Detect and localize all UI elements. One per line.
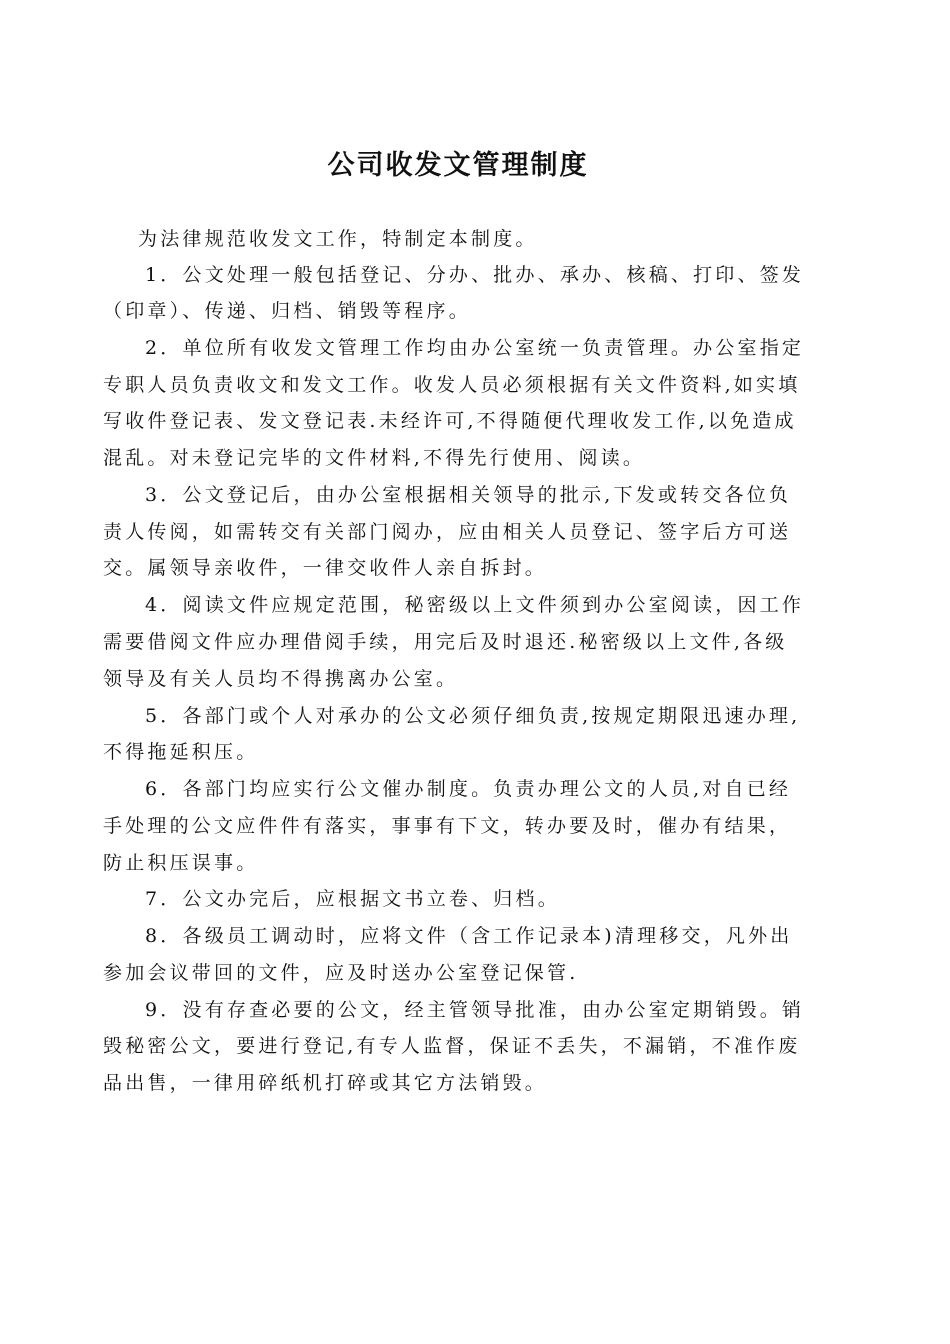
clause-3-line-2: 责人传阅，如需转交有关部门阅办，应由相关人员登记、签字后方可送 bbox=[103, 521, 792, 543]
clause-2-line-3: 写收件登记表、发文登记表.未经许可,不得随便代理收发工作,以免造成 bbox=[103, 410, 797, 432]
clause-5-line-2: 不得拖延积压。 bbox=[103, 741, 259, 763]
clause-9-line-1: 9．没有存查必要的公文，经主管领导批准，由办公室定期销毁。销 bbox=[145, 999, 805, 1021]
clause-8-line-1: 8．各级员工调动时，应将文件（含工作记录本)清理移交，凡外出 bbox=[145, 925, 793, 947]
clause-6-line-3: 防止积压误事。 bbox=[103, 852, 259, 874]
clause-4-line-3: 领导及有关人员均不得携离办公室。 bbox=[103, 668, 459, 690]
clause-3-line-3: 交。属领导亲收件，一律交收件人亲自拆封。 bbox=[103, 557, 548, 579]
clause-1-line-1: 1．公文处理一般包括登记、分办、批办、承办、核稿、打印、签发 bbox=[145, 264, 805, 286]
clause-6-line-1: 6．各部门均应实行公文催办制度。负责办理公文的人员,对自已经 bbox=[145, 778, 792, 800]
clause-7-line-1: 7．公文办完后，应根据文书立卷、归档。 bbox=[145, 888, 560, 910]
clause-4-line-2: 需要借阅文件应办理借阅手续，用完后及时退还.秘密级以上文件,各级 bbox=[103, 631, 788, 653]
clause-2-line-1: 2．单位所有收发文管理工作均由办公室统一负责管理。办公室指定 bbox=[145, 337, 805, 359]
clause-3-line-1: 3．公文登记后，由办公室根据相关领导的批示,下发或转交各位负 bbox=[145, 484, 792, 506]
clause-2-line-4: 混乱。对未登记完毕的文件材料,不得先行使用、阅读。 bbox=[103, 447, 646, 469]
clause-6-line-2: 手处理的公文应件件有落实，事事有下文，转办要及时，催办有结果， bbox=[103, 815, 792, 837]
clause-4-line-1: 4．阅读文件应规定范围，秘密级以上文件须到办公室阅读，因工作 bbox=[145, 594, 805, 616]
clause-5-line-1: 5．各部门或个人对承办的公文必须仔细负责,按规定期限迅速办理, bbox=[145, 705, 801, 727]
clause-2-line-2: 专职人员负责收文和发文工作。收发人员必须根据有关文件资料,如实填 bbox=[103, 374, 801, 396]
clause-9-line-3: 品出售，一律用碎纸机打碎或其它方法销毁。 bbox=[103, 1072, 548, 1094]
intro-line: 为法律规范收发文工作，特制定本制度。 bbox=[138, 228, 538, 250]
clause-8-line-2: 参加会议带回的文件，应及时送办公室登记保管. bbox=[103, 962, 579, 984]
clause-1-line-2: （印章）、传递、归档、销毁等程序。 bbox=[103, 300, 471, 322]
document-title: 公司收发文管理制度 bbox=[327, 150, 589, 181]
clause-9-line-2: 毁秘密公文，要进行登记,有专人监督，保证不丢失，不漏销，不准作废 bbox=[103, 1035, 801, 1057]
